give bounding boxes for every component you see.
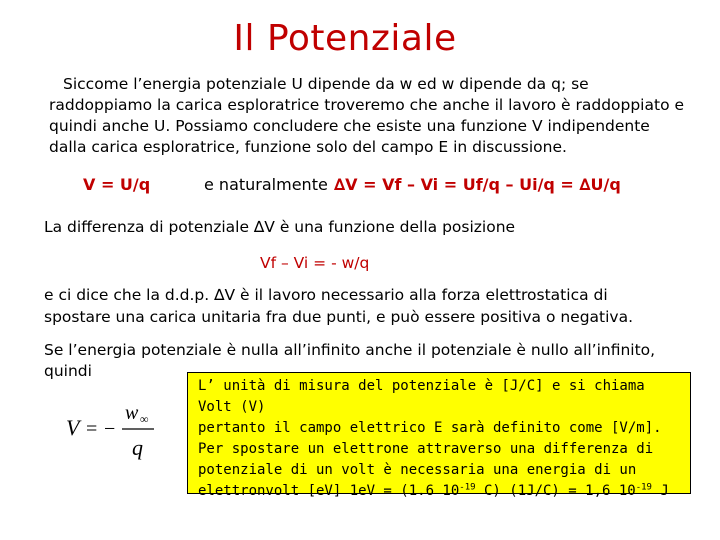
ddp-paragraph: [44, 284, 714, 328]
difference-text: La differenza di potenziale ∆V è una funzione della posizione: [44, 218, 516, 236]
connector-text: e naturalmente: [204, 175, 328, 194]
intro-line: quindi anche U. Possiamo concludere che esiste una funzione V indipendente: [49, 117, 650, 135]
work-formula: Vf – Vi = - w/q: [260, 254, 370, 272]
box-line: Per spostare un elettrone attraverso una differenza di: [198, 441, 654, 457]
intro-line: Siccome l’energia potenziale U dipende da w ed w dipende da q; se: [63, 75, 589, 93]
equation-minus: −: [104, 418, 116, 440]
ddp-line: spostare una carica unitaria fra due punti, e può essere positiva o negativa.: [44, 308, 634, 326]
intro-line: raddoppiamo la carica esploratrice troveremo che anche il lavoro è raddoppiato e: [49, 96, 685, 114]
electronvolt-text: C) (1J/C) = 1,6 10: [475, 483, 636, 499]
delta-v-formula: ∆V = Vf – Vi = Uf/q – Ui/q = ∆U/q: [334, 175, 621, 194]
intro-line: dalla carica esploratrice, funzione solo del campo E in discussione.: [49, 138, 567, 156]
equation-numerator-subscript: ∞: [140, 412, 149, 426]
electronvolt-text: elettronvolt [eV] 1eV = (1.6 10: [198, 483, 460, 499]
electronvolt-text: J: [651, 483, 669, 499]
infinity-line: Se l’energia potenziale è nulla all’infinito anche il potenziale è nullo all’infinito,: [44, 341, 656, 359]
box-line: pertanto il campo elettrico E sarà definito come [V/m].: [198, 420, 662, 436]
exponent: -19: [459, 482, 476, 493]
equation-lhs: V: [66, 415, 80, 440]
units-note-box: [187, 372, 691, 499]
box-line: potenziale di un volt è necessaria una energia di un: [198, 462, 637, 478]
box-line: [198, 481, 680, 502]
box-line: L’ unità di misura del potenziale è [J/C] e si chiama Volt (V): [198, 378, 645, 415]
page-title: Il Potenziale: [233, 18, 457, 59]
exponent: -19: [635, 482, 652, 493]
ddp-line: e ci dice che la d.d.p. ∆V è il lavoro necessario alla forza elettrostatica di: [44, 286, 608, 304]
potential-definition: V = U/q: [83, 175, 151, 194]
equation-denominator: q: [132, 435, 143, 460]
equation-equals: =: [86, 418, 98, 440]
equation-numerator: w: [125, 402, 139, 424]
infinity-line: quindi: [44, 362, 92, 380]
potential-equation: [62, 395, 172, 465]
intro-paragraph: [49, 74, 709, 158]
